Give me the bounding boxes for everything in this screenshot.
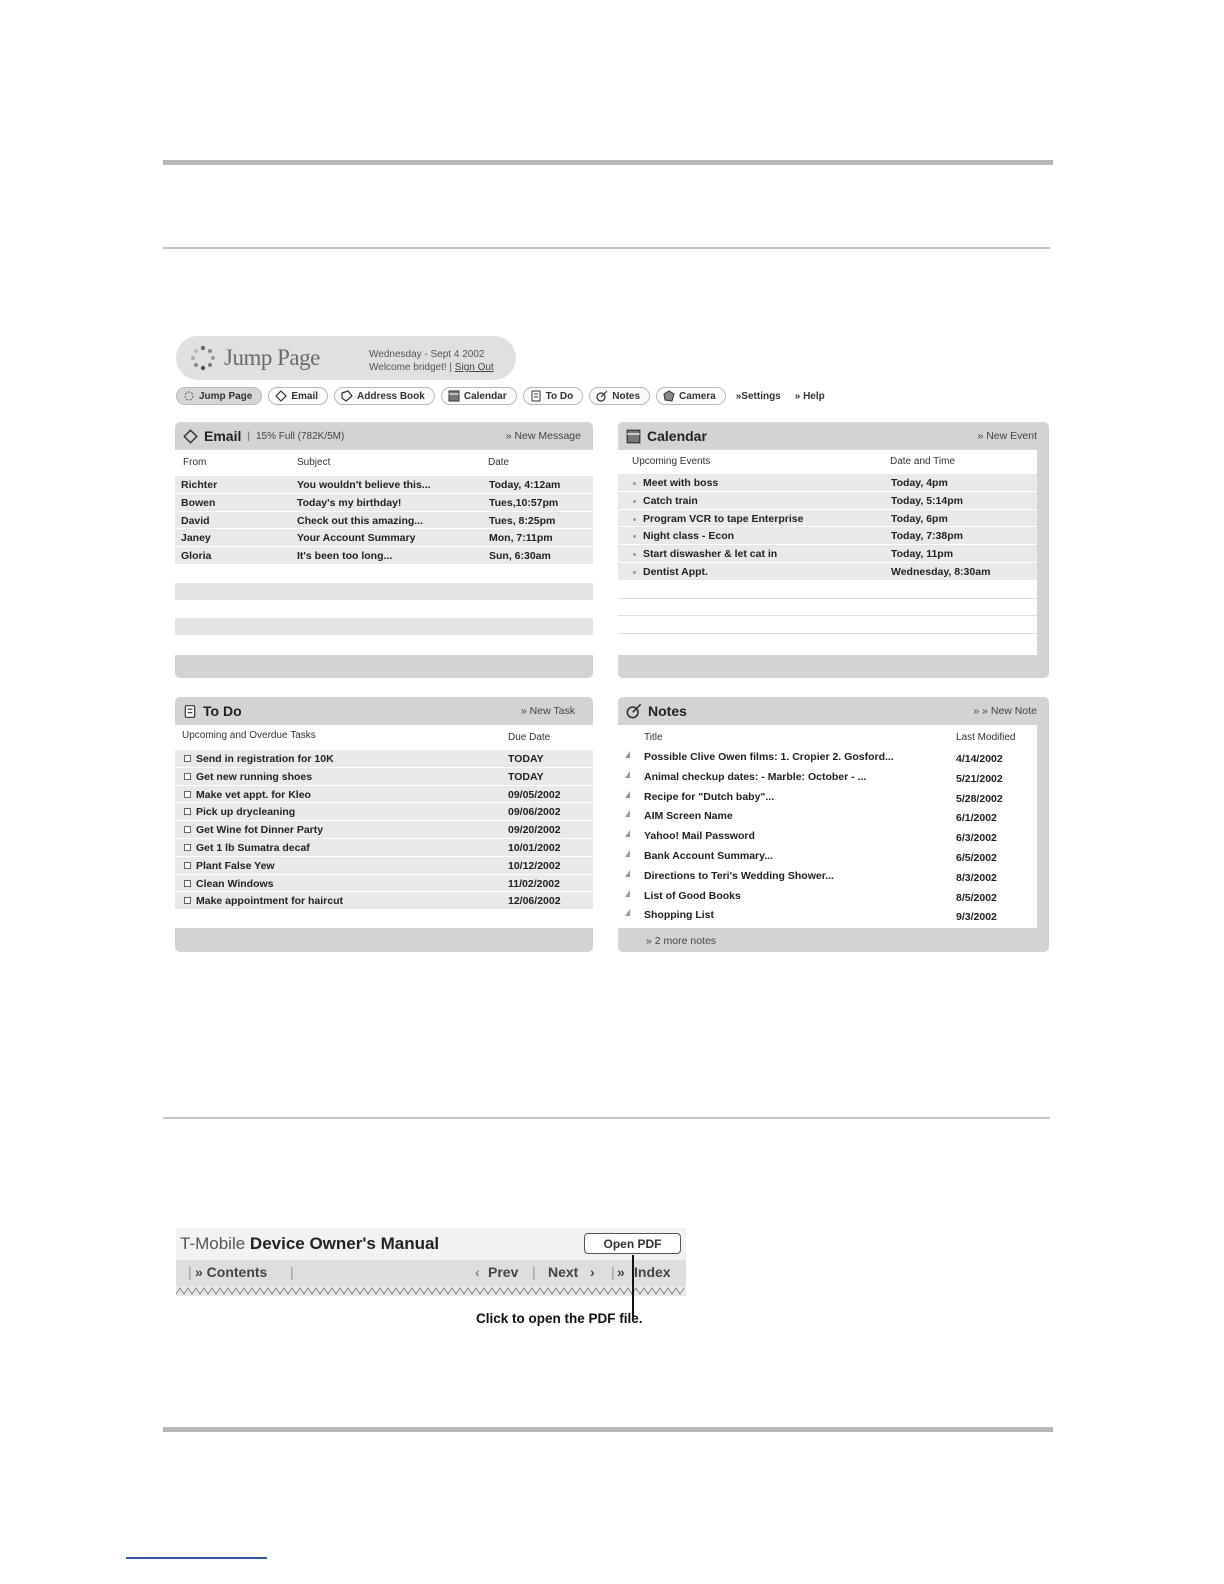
checkbox-icon[interactable] bbox=[184, 897, 191, 904]
task-due: 10/12/2002 bbox=[508, 859, 561, 872]
task-name: Make vet appt. for Kleo bbox=[196, 788, 311, 801]
note-title: List of Good Books bbox=[644, 889, 741, 902]
event-time: Today, 5:14pm bbox=[891, 494, 963, 507]
notes-icon bbox=[626, 703, 642, 719]
todo-col-due[interactable]: Due Date bbox=[508, 732, 551, 743]
manual-nav-bar bbox=[176, 1260, 686, 1286]
email-usage: | 15% Full (782K/5M) bbox=[247, 430, 345, 442]
note-date: 4/14/2002 bbox=[956, 753, 1003, 765]
section-rule bbox=[163, 247, 1050, 249]
welcome-text: Welcome bridget! | bbox=[369, 362, 453, 373]
nav-jump-page[interactable] bbox=[176, 387, 262, 405]
camera-icon bbox=[663, 390, 675, 402]
calendar-event-row[interactable] bbox=[618, 527, 1037, 545]
event-name: Dentist Appt. bbox=[643, 565, 708, 578]
note-row[interactable] bbox=[618, 807, 1037, 827]
email-from: Bowen bbox=[181, 496, 216, 509]
nav-jump-page-label: Jump Page bbox=[199, 390, 253, 402]
bullet-icon bbox=[633, 500, 636, 503]
email-subject: It's been too long... bbox=[297, 550, 393, 563]
todo-icon bbox=[530, 390, 542, 402]
section-rule-2 bbox=[163, 1117, 1050, 1119]
nav-todo[interactable] bbox=[523, 387, 584, 405]
top-rule bbox=[163, 160, 1053, 165]
email-col-from[interactable]: From bbox=[183, 457, 207, 468]
note-row[interactable] bbox=[618, 768, 1037, 788]
next-link[interactable]: Next bbox=[548, 1264, 579, 1280]
calendar-event-row[interactable] bbox=[618, 563, 1037, 581]
header-welcome bbox=[369, 362, 494, 373]
checkbox-icon[interactable] bbox=[184, 844, 191, 851]
new-message-link[interactable]: » New Message bbox=[505, 430, 581, 442]
checkbox-icon[interactable] bbox=[184, 862, 191, 869]
callout-line bbox=[632, 1255, 634, 1317]
todo-row[interactable] bbox=[175, 857, 593, 875]
header-date: Wednesday - Sept 4 2002 bbox=[369, 349, 485, 360]
email-subject: Today's my birthday! bbox=[297, 496, 402, 509]
checkbox-icon[interactable] bbox=[184, 773, 191, 780]
email-empty-row bbox=[175, 565, 593, 583]
nav-divider: | bbox=[532, 1264, 536, 1280]
task-name: Send in registration for 10K bbox=[196, 753, 334, 765]
todo-rows bbox=[175, 750, 593, 910]
jump-page-screenshot bbox=[172, 332, 1050, 957]
note-date: 9/3/2002 bbox=[956, 911, 997, 924]
prev-arrow-icon: ‹ bbox=[475, 1264, 480, 1280]
email-empty-row bbox=[175, 583, 593, 601]
open-pdf-button[interactable]: Open PDF bbox=[584, 1233, 681, 1254]
todo-row[interactable] bbox=[175, 786, 593, 804]
checkbox-icon[interactable] bbox=[184, 880, 191, 887]
todo-panel bbox=[175, 697, 593, 952]
note-icon bbox=[625, 870, 630, 877]
email-row[interactable] bbox=[175, 547, 593, 565]
email-date: Sun, 6:30am bbox=[489, 550, 551, 563]
note-icon bbox=[625, 771, 630, 778]
note-icon bbox=[625, 890, 630, 897]
nav-notes-label: Notes bbox=[612, 390, 641, 402]
nav-divider: | bbox=[611, 1264, 615, 1280]
email-date: Tues, 8:25pm bbox=[489, 514, 556, 527]
notes-rows bbox=[618, 748, 1037, 926]
address-book-icon bbox=[341, 390, 353, 402]
note-row[interactable] bbox=[618, 827, 1037, 847]
calendar-title[interactable]: Calendar bbox=[647, 428, 707, 444]
checkbox-icon[interactable] bbox=[184, 755, 191, 762]
task-due: 10/01/2002 bbox=[508, 841, 561, 854]
task-name: Pick up drycleaning bbox=[196, 806, 296, 819]
note-date: 8/3/2002 bbox=[956, 871, 997, 884]
calendar-empty-row bbox=[618, 634, 1037, 652]
nav-divider: | bbox=[290, 1264, 294, 1280]
email-from: Gloria bbox=[181, 550, 212, 563]
checkbox-icon[interactable] bbox=[184, 826, 191, 833]
manual-title-text: Device Owner's Manual bbox=[249, 1234, 440, 1253]
contents-link[interactable]: » Contents bbox=[195, 1264, 268, 1280]
task-name: Get Wine fot Dinner Party bbox=[196, 824, 324, 837]
notes-list bbox=[618, 725, 1037, 928]
event-name: Meet with boss bbox=[643, 477, 719, 489]
notes-icon bbox=[596, 390, 608, 402]
note-icon bbox=[625, 850, 630, 857]
zigzag-divider bbox=[176, 1286, 686, 1296]
notes-panel bbox=[618, 697, 1049, 952]
calendar-panel bbox=[618, 422, 1049, 678]
task-name: Make appointment for haircut bbox=[196, 895, 344, 908]
note-row[interactable] bbox=[618, 867, 1037, 887]
note-title: Animal checkup dates: - Marble: October - ... bbox=[644, 770, 867, 783]
checkbox-icon[interactable] bbox=[184, 808, 191, 815]
task-due: 11/02/2002 bbox=[508, 877, 560, 890]
email-empty-row bbox=[175, 636, 593, 654]
jump-page-logo-icon bbox=[190, 345, 216, 371]
note-icon bbox=[625, 830, 630, 837]
task-name: Clean Windows bbox=[196, 877, 274, 890]
email-from: David bbox=[181, 514, 210, 527]
email-icon bbox=[275, 390, 287, 402]
calendar-empty-row bbox=[618, 616, 1037, 634]
email-row[interactable] bbox=[175, 494, 593, 512]
email-empty-row bbox=[175, 601, 593, 619]
calendar-empty-row bbox=[618, 599, 1037, 617]
email-date: Today, 4:12am bbox=[489, 479, 561, 491]
nav-calendar[interactable] bbox=[441, 387, 517, 405]
event-time: Today, 11pm bbox=[891, 548, 954, 561]
calendar-icon bbox=[626, 429, 641, 444]
email-subject: Your Account Summary bbox=[297, 532, 416, 545]
email-empty-row bbox=[175, 618, 593, 636]
note-date: 8/5/2002 bbox=[956, 891, 997, 904]
todo-row[interactable] bbox=[175, 750, 593, 768]
email-from: Richter bbox=[181, 479, 218, 491]
bullet-icon bbox=[633, 535, 636, 538]
email-row[interactable] bbox=[175, 476, 593, 494]
task-name: Plant False Yew bbox=[196, 859, 275, 872]
event-time: Today, 6pm bbox=[891, 512, 948, 525]
note-date: 5/21/2002 bbox=[956, 772, 1003, 785]
manual-title bbox=[180, 1234, 439, 1254]
nav-address-book-label: Address Book bbox=[357, 390, 425, 402]
email-title[interactable]: Email bbox=[204, 428, 242, 444]
nav-email[interactable] bbox=[268, 387, 328, 405]
jump-page-logo[interactable]: Jump Page bbox=[224, 345, 320, 370]
todo-row[interactable] bbox=[175, 803, 593, 821]
manual-title-bar bbox=[176, 1228, 686, 1260]
email-date: Tues,10:57pm bbox=[489, 496, 559, 509]
jump-page-icon bbox=[183, 390, 195, 402]
index-arrow-icon: » bbox=[617, 1264, 625, 1280]
email-rows bbox=[175, 476, 593, 654]
task-due: TODAY bbox=[508, 753, 544, 765]
note-icon bbox=[625, 810, 630, 817]
note-title: Bank Account Summary... bbox=[644, 849, 773, 862]
email-subject: You wouldn't believe this... bbox=[297, 479, 431, 491]
note-date: 6/3/2002 bbox=[956, 832, 997, 845]
prev-link[interactable]: Prev bbox=[488, 1264, 519, 1280]
sign-out-link[interactable]: Sign Out bbox=[454, 362, 494, 373]
task-name: Get new running shoes bbox=[196, 770, 313, 783]
todo-list bbox=[175, 725, 593, 928]
note-title: Recipe for "Dutch baby"... bbox=[644, 790, 775, 803]
todo-row[interactable] bbox=[175, 821, 593, 839]
note-title: Shopping List bbox=[644, 909, 714, 922]
note-title: AIM Screen Name bbox=[644, 810, 733, 823]
nav-help[interactable]: » Help bbox=[794, 390, 825, 402]
nav-calendar-label: Calendar bbox=[463, 390, 507, 402]
todo-row[interactable] bbox=[175, 839, 593, 857]
note-row[interactable] bbox=[618, 887, 1037, 907]
bottom-rule bbox=[163, 1427, 1053, 1432]
note-date: 6/1/2002 bbox=[956, 812, 997, 825]
notes-col-title[interactable]: Title bbox=[644, 732, 663, 743]
event-name: Start diswasher & let cat in bbox=[643, 548, 778, 561]
email-icon bbox=[183, 429, 198, 444]
email-panel bbox=[175, 422, 593, 678]
email-subject: Check out this amazing... bbox=[297, 514, 424, 527]
email-col-date[interactable]: Date bbox=[488, 457, 510, 468]
calendar-rows bbox=[618, 474, 1037, 652]
notes-title[interactable]: Notes bbox=[648, 703, 687, 719]
nav-divider: | bbox=[188, 1264, 192, 1280]
email-from: Janey bbox=[181, 532, 211, 545]
nav-settings[interactable]: »Settings bbox=[735, 390, 781, 402]
event-time: Today, 7:38pm bbox=[891, 530, 963, 543]
note-title: Possible Clive Owen films: 1. Cropier 2. Gosford... bbox=[644, 751, 894, 763]
note-row[interactable] bbox=[618, 906, 1037, 926]
task-due: 09/06/2002 bbox=[508, 806, 561, 819]
nav-camera[interactable] bbox=[656, 387, 726, 405]
calendar-empty-row bbox=[618, 581, 1037, 599]
todo-title[interactable]: To Do bbox=[203, 703, 242, 719]
new-event-link[interactable]: » New Event bbox=[977, 430, 1037, 442]
todo-icon bbox=[183, 704, 197, 719]
event-name: Catch train bbox=[643, 494, 698, 507]
callout-text: Click to open the PDF file. bbox=[476, 1311, 643, 1326]
email-row[interactable] bbox=[175, 529, 593, 547]
todo-row[interactable] bbox=[175, 875, 593, 893]
task-due: TODAY bbox=[508, 770, 544, 783]
note-row[interactable] bbox=[618, 788, 1037, 808]
bullet-icon bbox=[633, 553, 636, 556]
new-task-link[interactable]: » New Task bbox=[520, 705, 575, 717]
email-date: Mon, 7:11pm bbox=[489, 532, 553, 545]
note-row[interactable] bbox=[618, 847, 1037, 867]
bullet-icon bbox=[633, 518, 636, 521]
note-icon bbox=[625, 791, 630, 798]
task-due: 12/06/2002 bbox=[508, 895, 561, 908]
email-row[interactable] bbox=[175, 512, 593, 530]
task-due: 09/05/2002 bbox=[508, 788, 561, 801]
event-name: Program VCR to tape Enterprise bbox=[643, 512, 804, 525]
jump-page-header bbox=[176, 336, 516, 380]
email-list bbox=[175, 450, 593, 655]
todo-row[interactable] bbox=[175, 892, 593, 910]
note-icon bbox=[625, 751, 630, 758]
nav-todo-label: To Do bbox=[545, 390, 574, 402]
event-time: Today, 4pm bbox=[891, 477, 948, 489]
note-title: Directions to Teri's Wedding Shower... bbox=[644, 869, 834, 882]
next-arrow-icon: › bbox=[590, 1264, 595, 1280]
todo-row[interactable] bbox=[175, 768, 593, 786]
calendar-col-event[interactable]: Upcoming Events bbox=[632, 456, 711, 467]
note-date: 5/28/2002 bbox=[956, 792, 1003, 805]
bullet-icon bbox=[633, 482, 636, 485]
more-notes-link[interactable]: » 2 more notes bbox=[646, 935, 717, 947]
footer-link-line[interactable] bbox=[126, 1557, 267, 1559]
event-time: Wednesday, 8:30am bbox=[891, 565, 991, 578]
calendar-event-row[interactable] bbox=[618, 492, 1037, 510]
manual-nav-screenshot bbox=[176, 1228, 686, 1333]
todo-col-task[interactable]: Upcoming and Overdue Tasks bbox=[182, 730, 316, 741]
calendar-icon bbox=[448, 390, 460, 402]
note-row[interactable] bbox=[618, 748, 1037, 768]
calendar-list bbox=[618, 450, 1037, 655]
main-nav bbox=[176, 387, 829, 405]
task-name: Get 1 lb Sumatra decaf bbox=[196, 841, 310, 854]
nav-email-label: Email bbox=[291, 390, 319, 402]
note-date: 6/5/2002 bbox=[956, 851, 997, 864]
bullet-icon bbox=[633, 571, 636, 574]
notes-col-modified[interactable]: Last Modified bbox=[956, 732, 1016, 743]
event-name: Night class - Econ bbox=[643, 530, 735, 543]
calendar-event-row[interactable] bbox=[618, 510, 1037, 528]
email-usage-text: 15% Full (782K/5M) bbox=[255, 430, 345, 442]
checkbox-icon[interactable] bbox=[184, 791, 191, 798]
calendar-event-row[interactable] bbox=[618, 545, 1037, 563]
nav-notes[interactable] bbox=[589, 387, 650, 405]
note-title: Yahoo! Mail Password bbox=[644, 830, 755, 843]
calendar-col-time[interactable]: Date and Time bbox=[890, 456, 956, 467]
task-due: 09/20/2002 bbox=[508, 824, 561, 837]
index-link[interactable]: Index bbox=[634, 1264, 671, 1280]
nav-address-book[interactable] bbox=[334, 387, 435, 405]
calendar-event-row[interactable] bbox=[618, 474, 1037, 492]
email-col-subject[interactable]: Subject bbox=[297, 457, 331, 468]
new-note-link[interactable]: » » New Note bbox=[973, 705, 1037, 717]
note-icon bbox=[625, 909, 630, 916]
nav-camera-label: Camera bbox=[679, 390, 716, 402]
manual-brand: T-Mobile bbox=[180, 1234, 246, 1253]
